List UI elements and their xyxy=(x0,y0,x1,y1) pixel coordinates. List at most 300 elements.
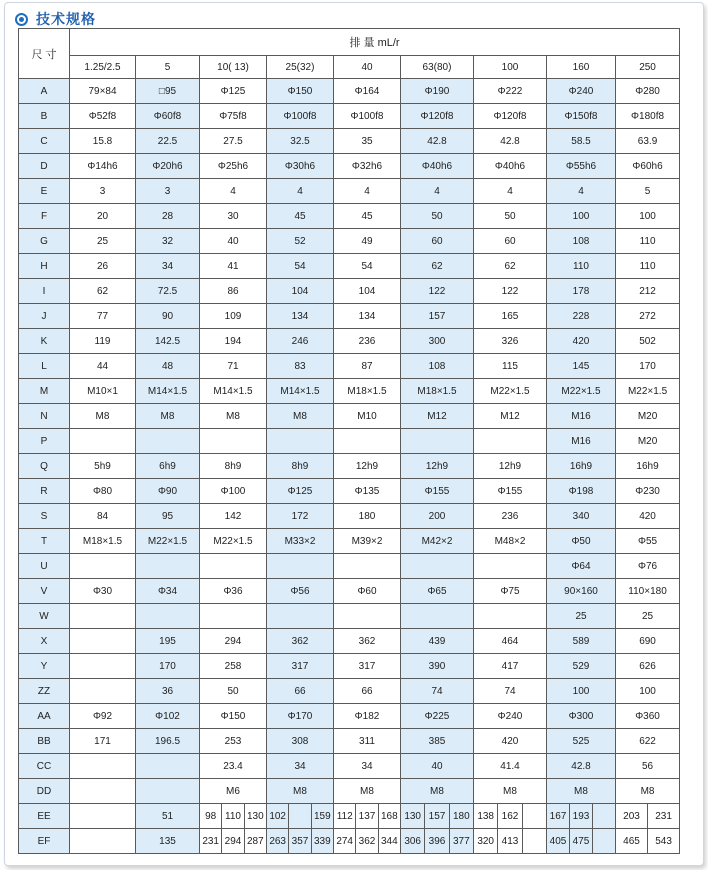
table-cell xyxy=(267,429,334,454)
table-cell: Φ100f8 xyxy=(267,104,334,129)
table-cell: 54 xyxy=(334,254,401,279)
table-cell: M18×1.5 xyxy=(401,379,474,404)
table-cell: Φ20h6 xyxy=(136,154,200,179)
table-cell: 90 xyxy=(136,304,200,329)
table-cell: M8 xyxy=(334,779,401,804)
row-label: M xyxy=(19,379,70,404)
sub-cells xyxy=(200,829,266,853)
table-cell: 194 xyxy=(200,329,267,354)
table-cell: 326 xyxy=(474,329,547,354)
table-cell: 311 xyxy=(334,729,401,754)
table-row xyxy=(19,404,680,429)
table-row xyxy=(19,529,680,554)
table-cell xyxy=(70,679,136,704)
table-cell xyxy=(474,429,547,454)
table-cell: 45 xyxy=(334,204,401,229)
spec-table xyxy=(18,28,680,854)
table-cell: 196.5 xyxy=(136,729,200,754)
table-row xyxy=(19,704,680,729)
sub-cell: 162 xyxy=(497,804,521,828)
table-cell xyxy=(267,829,334,854)
table-cell: 145 xyxy=(547,354,616,379)
table-cell: 41 xyxy=(200,254,267,279)
table-cell: 87 xyxy=(334,354,401,379)
column-header: 160 xyxy=(547,56,616,79)
table-cell: Φ14h6 xyxy=(70,154,136,179)
table-cell: 77 xyxy=(70,304,136,329)
table-cell: Φ64 xyxy=(547,554,616,579)
table-cell: 26 xyxy=(70,254,136,279)
table-cell: 72.5 xyxy=(136,279,200,304)
table-cell xyxy=(200,829,267,854)
table-cell: 36 xyxy=(136,679,200,704)
table-cell: 16h9 xyxy=(616,454,680,479)
row-label: D xyxy=(19,154,70,179)
table-row xyxy=(19,779,680,804)
table-cell: 100 xyxy=(616,679,680,704)
table-row xyxy=(19,629,680,654)
column-header: 25(32) xyxy=(267,56,334,79)
row-label: E xyxy=(19,179,70,204)
table-cell: Φ65 xyxy=(401,579,474,604)
table-cell: Φ230 xyxy=(616,479,680,504)
table-cell: 4 xyxy=(334,179,401,204)
table-cell xyxy=(70,804,136,829)
table-row xyxy=(19,104,680,129)
table-cell: Φ155 xyxy=(474,479,547,504)
sub-cell: 137 xyxy=(355,804,377,828)
table-cell: 108 xyxy=(547,229,616,254)
row-label: T xyxy=(19,529,70,554)
corner-label: 尺 寸 xyxy=(19,29,70,79)
table-cell: M20 xyxy=(616,404,680,429)
sub-cell: 130 xyxy=(244,804,266,828)
section-title: 技术规格 xyxy=(36,12,96,28)
table-cell: 12h9 xyxy=(334,454,401,479)
table-cell: 95 xyxy=(136,504,200,529)
table-cell: 66 xyxy=(334,679,401,704)
table-cell: 340 xyxy=(547,504,616,529)
table-cell: 86 xyxy=(200,279,267,304)
table-cell: Φ56 xyxy=(267,579,334,604)
sub-cell: 339 xyxy=(311,829,333,853)
table-cell: 420 xyxy=(474,729,547,754)
table-cell: 122 xyxy=(401,279,474,304)
table-cell: 308 xyxy=(267,729,334,754)
table-cell: Φ100 xyxy=(200,479,267,504)
sub-cell: 159 xyxy=(311,804,333,828)
table-cell: 12h9 xyxy=(474,454,547,479)
table-cell xyxy=(200,554,267,579)
sub-cell: 203 xyxy=(623,810,640,822)
column-header: 10( 13) xyxy=(200,56,267,79)
table-cell: 41.4 xyxy=(474,754,547,779)
sub-cell: 396 xyxy=(424,829,448,853)
table-cell: 110 xyxy=(616,229,680,254)
table-cell: 25 xyxy=(547,604,616,629)
table-cell: M22×1.5 xyxy=(200,529,267,554)
table-cell: 63.9 xyxy=(616,129,680,154)
table-cell: 54 xyxy=(267,254,334,279)
row-label: G xyxy=(19,229,70,254)
table-cell: 48 xyxy=(136,354,200,379)
row-label: J xyxy=(19,304,70,329)
table-cell xyxy=(474,554,547,579)
sub-cell: 157 xyxy=(424,804,448,828)
sub-cell: 413 xyxy=(497,829,521,853)
table-cell: 100 xyxy=(547,204,616,229)
table-cell: 42.8 xyxy=(401,129,474,154)
table-cell: 34 xyxy=(136,254,200,279)
table-cell: Φ80 xyxy=(70,479,136,504)
table-row xyxy=(19,804,680,829)
row-label: AA xyxy=(19,704,70,729)
table-row xyxy=(19,754,680,779)
sub-cell xyxy=(592,829,615,853)
table-cell: 253 xyxy=(200,729,267,754)
table-cell: Φ222 xyxy=(474,79,547,104)
table-cell: Φ50 xyxy=(547,529,616,554)
table-cell xyxy=(267,554,334,579)
table-cell: Φ170 xyxy=(267,704,334,729)
row-label: EE xyxy=(19,804,70,829)
table-cell: Φ60h6 xyxy=(616,154,680,179)
table-cell xyxy=(616,804,680,829)
table-cell: Φ300 xyxy=(547,704,616,729)
table-cell: 178 xyxy=(547,279,616,304)
column-header: 63(80) xyxy=(401,56,474,79)
table-row xyxy=(19,829,680,854)
table-cell: 50 xyxy=(474,204,547,229)
table-cell: Φ100f8 xyxy=(334,104,401,129)
table-row xyxy=(19,554,680,579)
table-cell xyxy=(70,754,136,779)
table-cell: Φ102 xyxy=(136,704,200,729)
table-cell xyxy=(547,829,616,854)
table-cell xyxy=(334,554,401,579)
table-cell: M14×1.5 xyxy=(267,379,334,404)
table-cell: 439 xyxy=(401,629,474,654)
table-cell: 90×160 xyxy=(547,579,616,604)
sub-cell xyxy=(288,804,310,828)
table-row xyxy=(19,454,680,479)
row-label: U xyxy=(19,554,70,579)
table-cell: 4 xyxy=(401,179,474,204)
table-cell: Φ198 xyxy=(547,479,616,504)
table-cell: 119 xyxy=(70,329,136,354)
table-cell: 34 xyxy=(334,754,401,779)
table-cell: 15.8 xyxy=(70,129,136,154)
table-row xyxy=(19,204,680,229)
table-cell xyxy=(70,629,136,654)
sub-cell: 193 xyxy=(569,804,592,828)
row-label: V xyxy=(19,579,70,604)
table-cell: 622 xyxy=(616,729,680,754)
table-cell: Φ32h6 xyxy=(334,154,401,179)
table-cell: Φ180f8 xyxy=(616,104,680,129)
table-cell: Φ280 xyxy=(616,79,680,104)
table-cell: Φ75f8 xyxy=(200,104,267,129)
table-cell xyxy=(200,804,267,829)
table-cell: M8 xyxy=(267,779,334,804)
table-cell: Φ125 xyxy=(200,79,267,104)
table-cell xyxy=(334,604,401,629)
table-cell: Φ182 xyxy=(334,704,401,729)
table-cell: 100 xyxy=(616,204,680,229)
table-cell xyxy=(70,829,136,854)
table-cell: M22×1.5 xyxy=(136,529,200,554)
table-row xyxy=(19,304,680,329)
sub-cells xyxy=(267,829,333,853)
table-cell: 40 xyxy=(401,754,474,779)
column-header: 1.25/2.5 xyxy=(70,56,136,79)
table-cell: 50 xyxy=(200,679,267,704)
table-row xyxy=(19,354,680,379)
table-cell: 104 xyxy=(334,279,401,304)
table-cell: 5 xyxy=(616,179,680,204)
table-cell xyxy=(401,554,474,579)
sub-cell: 287 xyxy=(244,829,266,853)
table-cell: 272 xyxy=(616,304,680,329)
table-cell: 170 xyxy=(136,654,200,679)
table-cell: Φ155 xyxy=(401,479,474,504)
sub-cell: 274 xyxy=(336,835,353,847)
table-cell: Φ190 xyxy=(401,79,474,104)
table-row xyxy=(19,79,680,104)
table-cell: 12h9 xyxy=(401,454,474,479)
table-cell: Φ225 xyxy=(401,704,474,729)
table-cell: 20 xyxy=(70,204,136,229)
sub-cell: 263 xyxy=(269,835,286,847)
table-cell: 134 xyxy=(267,304,334,329)
column-header: 5 xyxy=(136,56,200,79)
table-cell: M10×1 xyxy=(70,379,136,404)
sub-cell: 168 xyxy=(378,804,400,828)
table-row xyxy=(19,129,680,154)
table-cell: 589 xyxy=(547,629,616,654)
table-cell: 52 xyxy=(267,229,334,254)
table-cell: M22×1.5 xyxy=(547,379,616,404)
table-cell: 200 xyxy=(401,504,474,529)
table-cell xyxy=(136,429,200,454)
table-cell: 170 xyxy=(616,354,680,379)
sub-cells xyxy=(474,829,546,853)
table-row xyxy=(19,679,680,704)
sub-cell: 112 xyxy=(336,810,353,822)
table-cell: 28 xyxy=(136,204,200,229)
table-row xyxy=(19,729,680,754)
table-cell xyxy=(70,554,136,579)
column-header: 250 xyxy=(616,56,680,79)
table-cell: Φ92 xyxy=(70,704,136,729)
table-cell: 142 xyxy=(200,504,267,529)
table-cell: 385 xyxy=(401,729,474,754)
table-row xyxy=(19,279,680,304)
table-cell: 4 xyxy=(267,179,334,204)
table-cell: 529 xyxy=(547,654,616,679)
sub-cells xyxy=(474,804,546,828)
table-cell: 157 xyxy=(401,304,474,329)
row-label: P xyxy=(19,429,70,454)
table-cell: Φ52f8 xyxy=(70,104,136,129)
table-cell: 104 xyxy=(267,279,334,304)
table-cell: M8 xyxy=(547,779,616,804)
table-cell: 502 xyxy=(616,329,680,354)
table-cell: Φ30h6 xyxy=(267,154,334,179)
row-label: I xyxy=(19,279,70,304)
table-cell xyxy=(70,604,136,629)
table-cell: 40 xyxy=(200,229,267,254)
sub-cell xyxy=(522,804,546,828)
sub-cell: 306 xyxy=(404,835,421,847)
table-cell: 35 xyxy=(334,129,401,154)
sub-cells xyxy=(267,804,333,828)
table-cell: 56 xyxy=(616,754,680,779)
table-row xyxy=(19,504,680,529)
table-cell: 294 xyxy=(200,629,267,654)
table-cell: 62 xyxy=(401,254,474,279)
row-label: N xyxy=(19,404,70,429)
table-cell: 108 xyxy=(401,354,474,379)
sub-cell: 98 xyxy=(205,810,217,822)
sub-cell: 377 xyxy=(449,829,473,853)
table-cell xyxy=(136,604,200,629)
table-cell: 317 xyxy=(267,654,334,679)
table-cell: 362 xyxy=(267,629,334,654)
sub-cell xyxy=(522,829,546,853)
table-cell: Φ60f8 xyxy=(136,104,200,129)
table-cell: 32 xyxy=(136,229,200,254)
table-cell: 74 xyxy=(474,679,547,704)
table-cell: 420 xyxy=(616,504,680,529)
sub-cell: 344 xyxy=(378,829,400,853)
sub-cell: 320 xyxy=(477,835,494,847)
sub-cells xyxy=(334,804,400,828)
table-cell: M48×2 xyxy=(474,529,547,554)
table-cell: 4 xyxy=(547,179,616,204)
sub-cells xyxy=(334,829,400,853)
sub-cell: 294 xyxy=(221,829,243,853)
sub-cells xyxy=(200,804,266,828)
table-row xyxy=(19,154,680,179)
table-cell: 110×180 xyxy=(616,579,680,604)
table-cell: 44 xyxy=(70,354,136,379)
table-cell: 258 xyxy=(200,654,267,679)
sub-cell: 475 xyxy=(569,829,592,853)
sub-cell: 543 xyxy=(647,829,679,853)
table-cell xyxy=(401,829,474,854)
table-cell xyxy=(401,604,474,629)
table-cell xyxy=(334,429,401,454)
sub-cell: 231 xyxy=(202,835,219,847)
table-cell xyxy=(334,829,401,854)
sub-cell: 130 xyxy=(404,810,421,822)
table-cell: 690 xyxy=(616,629,680,654)
table-cell: 134 xyxy=(334,304,401,329)
table-cell xyxy=(401,429,474,454)
table-cell: 74 xyxy=(401,679,474,704)
table-cell: Φ360 xyxy=(616,704,680,729)
table-cell: M8 xyxy=(616,779,680,804)
table-cell: Φ164 xyxy=(334,79,401,104)
table-cell xyxy=(70,654,136,679)
sub-cells xyxy=(616,804,679,828)
table-cell: 49 xyxy=(334,229,401,254)
table-cell xyxy=(136,554,200,579)
sub-cells xyxy=(401,804,473,828)
table-cell: 50 xyxy=(401,204,474,229)
sub-cell: 167 xyxy=(549,810,567,822)
table-cell: M8 xyxy=(401,779,474,804)
table-cell: 5h9 xyxy=(70,454,136,479)
sub-cell: 231 xyxy=(647,804,679,828)
row-label: K xyxy=(19,329,70,354)
column-header: 40 xyxy=(334,56,401,79)
table-cell: 22.5 xyxy=(136,129,200,154)
table-cell: 32.5 xyxy=(267,129,334,154)
table-cell: Φ55 xyxy=(616,529,680,554)
table-cell: Φ150 xyxy=(267,79,334,104)
table-cell: 110 xyxy=(547,254,616,279)
sub-cell: 180 xyxy=(449,804,473,828)
table-cell: M22×1.5 xyxy=(474,379,547,404)
table-cell: Φ76 xyxy=(616,554,680,579)
table-cell: 8h9 xyxy=(267,454,334,479)
sub-cell: 362 xyxy=(355,829,377,853)
table-cell: M14×1.5 xyxy=(200,379,267,404)
sub-cells xyxy=(401,829,473,853)
table-cell: 110 xyxy=(616,254,680,279)
table-cell: 165 xyxy=(474,304,547,329)
sub-cell: 138 xyxy=(477,810,494,822)
table-cell: 525 xyxy=(547,729,616,754)
table-cell: 62 xyxy=(474,254,547,279)
table-cell: Φ150f8 xyxy=(547,104,616,129)
table-cell: 42.8 xyxy=(474,129,547,154)
table-cell: 142.5 xyxy=(136,329,200,354)
table-cell: 300 xyxy=(401,329,474,354)
sub-cell: 465 xyxy=(623,835,640,847)
table-cell: 6h9 xyxy=(136,454,200,479)
row-label: BB xyxy=(19,729,70,754)
table-cell: 4 xyxy=(200,179,267,204)
table-cell: 45 xyxy=(267,204,334,229)
row-label: DD xyxy=(19,779,70,804)
table-cell: Φ40h6 xyxy=(474,154,547,179)
table-cell: 236 xyxy=(334,329,401,354)
table-cell: M18×1.5 xyxy=(334,379,401,404)
table-cell: 172 xyxy=(267,504,334,529)
table-cell: Φ60 xyxy=(334,579,401,604)
table-cell: 60 xyxy=(474,229,547,254)
table-cell: 362 xyxy=(334,629,401,654)
table-cell: Φ34 xyxy=(136,579,200,604)
table-cell: 42.8 xyxy=(547,754,616,779)
row-label: L xyxy=(19,354,70,379)
table-cell: 390 xyxy=(401,654,474,679)
table-cell xyxy=(70,779,136,804)
table-cell xyxy=(334,804,401,829)
table-cell xyxy=(70,429,136,454)
table-cell xyxy=(200,604,267,629)
table-cell: 3 xyxy=(70,179,136,204)
table-cell xyxy=(616,829,680,854)
table-cell: 115 xyxy=(474,354,547,379)
table-cell: M8 xyxy=(474,779,547,804)
table-cell: 84 xyxy=(70,504,136,529)
table-row xyxy=(19,604,680,629)
table-cell: Φ25h6 xyxy=(200,154,267,179)
